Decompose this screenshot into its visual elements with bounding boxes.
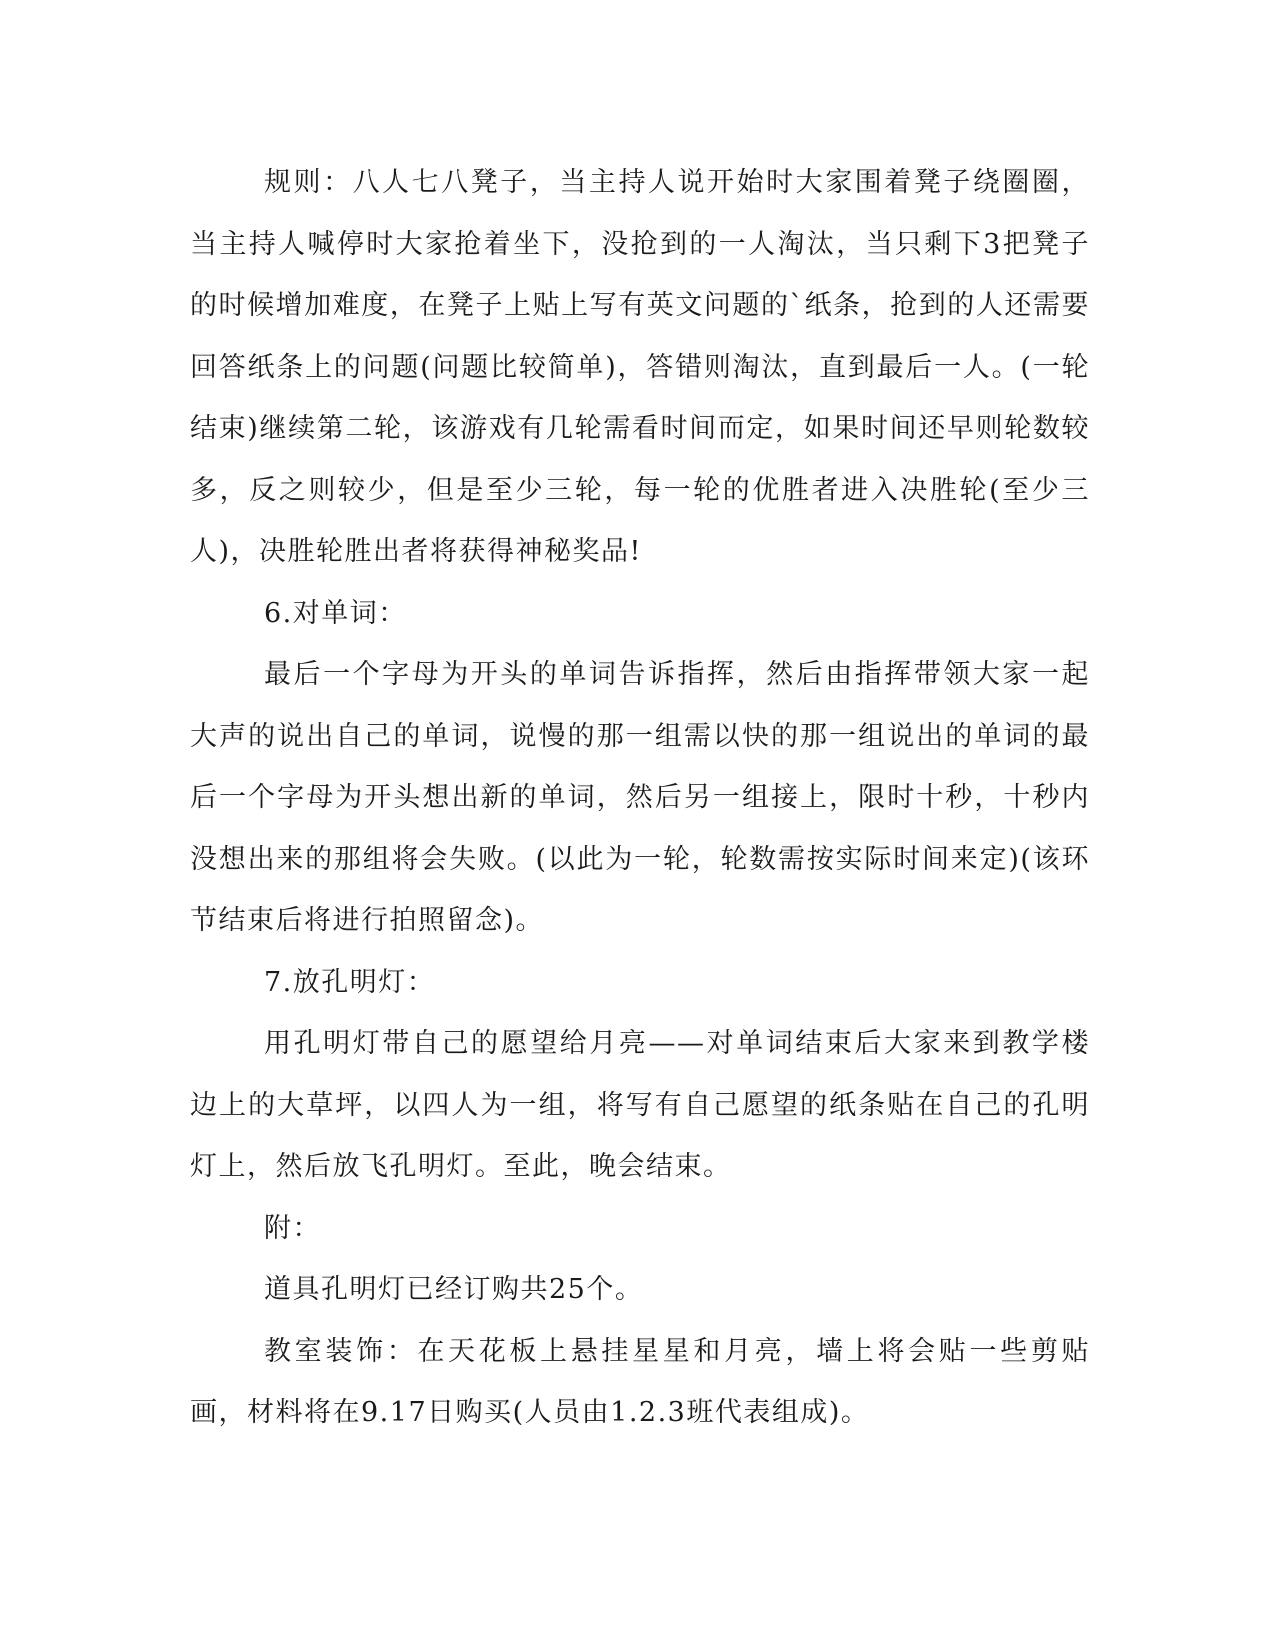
- paragraph-classroom-decoration: 教室装饰：在天花板上悬挂星星和月亮，墙上将会贴一些剪贴画，材料将在9.17日购买(人员由1.2.3班代表组成)。: [190, 1335, 1090, 1428]
- heading-word-game: 6.对单词：: [264, 597, 407, 629]
- paragraph-game-rules: 规则：八人七八凳子，当主持人说开始时大家围着凳子绕圈圈，当主持人喊停时大家抢着坐下，没抢到的一人淘汰，当只剩下3把凳子的时候增加难度，在凳子上贴上写有英文问题的`纸条，抢到的人还需要回答纸条上的问题(问题比较简单)，答错则淘汰，直到最后一人。(一轮结束)继续第二轮，该游戏有几轮需看时间而定，如果时间还早则轮数较多，反之则较少，但是至少三轮，每一轮的优胜者进入决胜轮(至少三人)，决胜轮胜出者将获得神秘奖品!: [190, 167, 1090, 567]
- paragraph-sky-lantern: 用孔明灯带自己的愿望给月亮——对单词结束后大家来到教学楼边上的大草坪，以四人为一组，将写有自己愿望的纸条贴在自己的孔明灯上，然后放飞孔明灯。至此，晚会结束。: [190, 1028, 1090, 1182]
- heading-sky-lantern: 7.放孔明灯：: [264, 966, 436, 998]
- paragraph-props: 道具孔明灯已经订购共25个。: [264, 1274, 644, 1305]
- paragraph-word-game: 最后一个字母为开头的单词告诉指挥，然后由指挥带领大家一起大声的说出自己的单词，说慢的那一组需以快的那一组说出的单词的最后一个字母为开头想出新的单词，然后另一组接上，限时十秒，十秒内没想出来的那组将会失败。(以此为一轮，轮数需按实际时间来定)(该环节结束后将进行拍照留念)。: [190, 659, 1090, 936]
- document-body: [190, 152, 1090, 1444]
- heading-appendix: 附：: [264, 1212, 321, 1244]
